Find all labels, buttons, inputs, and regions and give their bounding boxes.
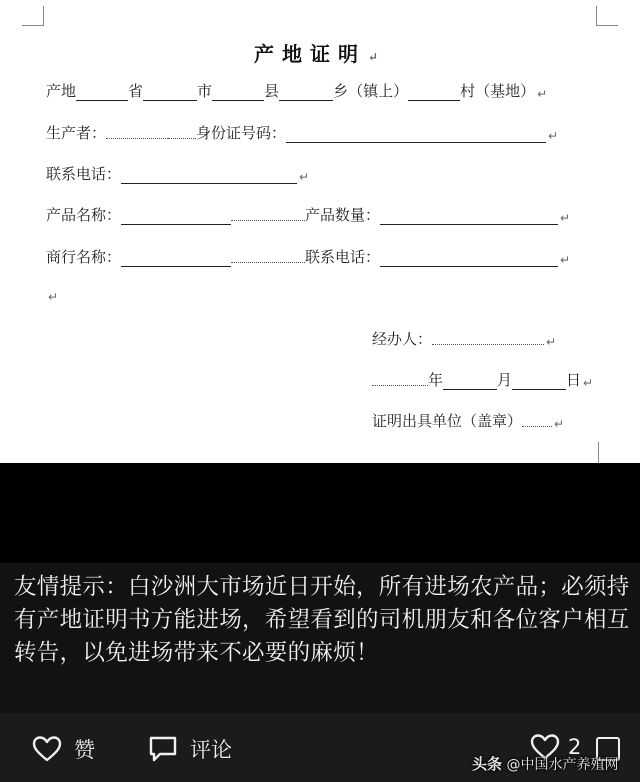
county-label: 县 xyxy=(264,82,280,100)
blank-line xyxy=(380,207,558,225)
city-label: 市 xyxy=(197,82,213,100)
product-quantity-label: 产品数量： xyxy=(305,206,381,224)
firm-row: 商行名称： 联系电话： ↵ xyxy=(46,248,571,267)
comment-icon xyxy=(148,735,178,763)
document-title: 产地证明 ↵ xyxy=(253,42,387,66)
handler-row: 经办人： ↵ xyxy=(372,330,557,349)
black-band xyxy=(0,463,640,563)
day-label: 日 xyxy=(566,371,582,389)
blank-line xyxy=(143,83,197,101)
date-row: 年 月 日 ↵ xyxy=(372,369,593,391)
blank-line xyxy=(380,249,558,267)
blank-line xyxy=(106,125,168,139)
empty-paragraph: ↵ xyxy=(48,290,59,304)
watermark-account: @中国水产养殖网 xyxy=(506,757,619,773)
crop-mark-top-left xyxy=(22,6,44,26)
crop-mark-bottom-right xyxy=(598,442,599,463)
year-label: 年 xyxy=(428,371,444,389)
crop-mark-top-right xyxy=(596,6,618,26)
heart-icon xyxy=(32,735,62,763)
origin-address-row: 产地 省 市 县 乡（镇上） 村（基地） ↵ xyxy=(46,82,548,101)
like-label: 赞 xyxy=(74,738,95,762)
blank-line xyxy=(121,249,231,267)
firm-phone-label: 联系电话： xyxy=(305,248,381,266)
blank-line xyxy=(121,166,297,184)
watermark-brand: 头条 xyxy=(472,755,503,773)
blank-line xyxy=(286,125,546,143)
issuer-row: 证明出具单位（盖章） ↵ xyxy=(372,412,565,431)
blank-line xyxy=(279,83,333,101)
post-caption xyxy=(0,563,640,713)
phone-label: 联系电话： xyxy=(46,165,122,183)
blank-line xyxy=(432,331,544,345)
blank-line xyxy=(76,83,128,101)
handler-label: 经办人： xyxy=(372,330,433,348)
product-row: 产品名称： 产品数量： ↵ xyxy=(46,206,571,225)
producer-row: 生产者： 身份证号码： ↵ xyxy=(46,124,559,143)
origin-label: 产地 xyxy=(46,82,77,100)
phone-row: 联系电话： ↵ xyxy=(46,165,310,184)
like-button[interactable] xyxy=(32,733,95,765)
township-label: 乡（镇上） xyxy=(333,82,409,100)
village-label: 村（基地） xyxy=(460,82,536,100)
firm-name-label: 商行名称： xyxy=(46,248,122,266)
blank-line xyxy=(408,83,460,101)
product-name-label: 产品名称： xyxy=(46,206,122,224)
issuer-label: 证明出具单位（盖章） xyxy=(372,412,523,430)
blank-line xyxy=(121,207,231,225)
comment-label: 评论 xyxy=(190,738,232,762)
month-label: 月 xyxy=(497,371,513,389)
watermark xyxy=(472,753,618,774)
id-number-label: 身份证号码： xyxy=(196,124,287,142)
blank-line xyxy=(212,83,264,101)
like-count: 2 xyxy=(568,735,582,759)
province-label: 省 xyxy=(128,82,144,100)
producer-label: 生产者： xyxy=(46,124,107,142)
caption-text: 友情提示：白沙洲大市场近日开始，所有进场农产品；必须持有产地证明书方能进场，希望看到的司机朋友和各位客户相互转告，以免进场带来不必要的麻烦！ xyxy=(14,574,630,666)
comment-button[interactable] xyxy=(148,733,232,765)
blank-line xyxy=(512,372,566,390)
action-bar xyxy=(0,713,640,782)
blank-line xyxy=(443,372,497,390)
